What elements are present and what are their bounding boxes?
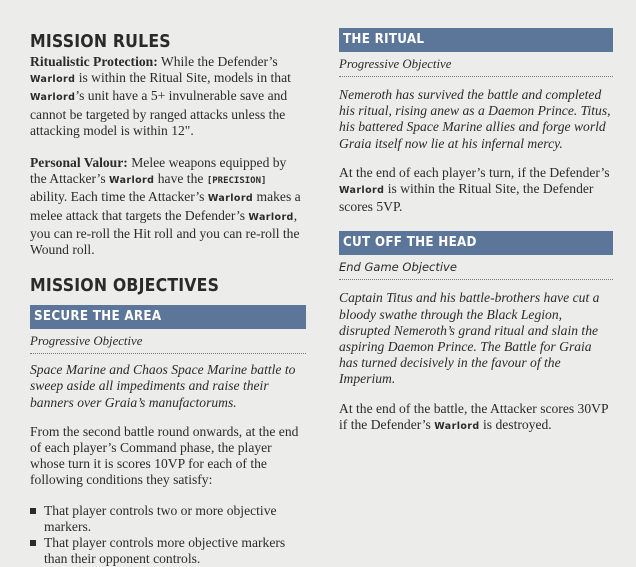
cut-off-the-head-body: At the end of the battle, the Attacker scores 30VP if the Defender’s Warlord is destroyed. <box>339 400 609 432</box>
warlord-keyword: Warlord <box>109 175 155 187</box>
warlord-keyword: Warlord <box>248 211 294 223</box>
secure-the-area-flavour: Space Marine and Chaos Space Marine battle to sweep aside all impediments and raise their banners over Graia’s manufactorums. <box>30 362 296 410</box>
cut-off-the-head-flavour: Captain Titus and his battle-brothers have cut a bloody swathe through the Black Legion, disrupted Nemeroth’s grand ritual and slain the aspiring Daemon Prince. The Battle for Graia has turned decisively in the favour of the Imperium. <box>339 290 600 387</box>
cut-off-the-head-bar: CUT OFF THE HEAD <box>339 231 613 255</box>
the-ritual-body: At the end of each player’s turn, if the Defender’s Warlord is within the Ritual Site, the Defender scores 5VP. <box>339 164 610 215</box>
secure-the-area-body: From the second battle round onwards, at the end of each player’s Command phase, the player whose turn it is scores 10VP for each of the following conditions they satisfy: <box>30 423 299 488</box>
ritualistic-protection-rule: Ritualistic Protection: While the Defender’s Warlord is within the Ritual Site, models in that Warlord’s unit have a 5+ invulnerable save and cannot be targeted by ranged attacks unless the attacking model is within 12". <box>30 54 291 138</box>
list-item: That player controls more objective markers than their opponent controls. <box>30 535 306 567</box>
bullet-square-icon <box>30 540 36 546</box>
the-ritual-bar: THE RITUAL <box>339 28 613 52</box>
warlord-keyword: Warlord <box>30 74 76 86</box>
left-column <box>30 0 306 567</box>
mission-rules-heading: MISSION RULES <box>30 32 171 52</box>
secure-the-area-bar: SECURE THE AREA <box>30 305 306 329</box>
secure-the-area-subhead: Progressive Objective <box>30 333 306 354</box>
secure-the-area-conditions <box>30 503 306 567</box>
bullet-square-icon <box>30 508 36 514</box>
warlord-keyword: Warlord <box>207 193 254 205</box>
the-ritual-flavour: Nemeroth has survived the battle and completed his ritual, rising anew as a Daemon Prince. Titus, his battered Space Marine allies and forge world Graia itself now lie at his infernal mercy. <box>339 87 611 151</box>
right-column <box>339 0 613 435</box>
ritualistic-protection-label: Ritualistic Protection: <box>30 54 158 69</box>
personal-valour-label: Personal Valour: <box>30 155 128 171</box>
warlord-keyword: Warlord <box>434 420 480 432</box>
list-item: That player controls two or more objective markers. <box>30 503 306 535</box>
the-ritual-subhead: Progressive Objective <box>339 56 613 77</box>
personal-valour-rule: Personal Valour: Melee weapons equipped by the Attacker’s Warlord have the [PRECISION] ability. Each time the Attacker’s Warlord makes a melee attack that targets the Defender’s Warlord, you can re-roll the Hit roll and you can re-roll the Wound roll. <box>30 155 301 258</box>
mission-objectives-heading: MISSION OBJECTIVES <box>30 276 220 297</box>
cut-off-the-head-subhead: End Game Objective <box>339 259 613 280</box>
warlord-keyword: Warlord <box>30 92 76 104</box>
precision-keyword: [PRECISION] <box>206 176 267 187</box>
warlord-keyword: Warlord <box>339 185 385 197</box>
